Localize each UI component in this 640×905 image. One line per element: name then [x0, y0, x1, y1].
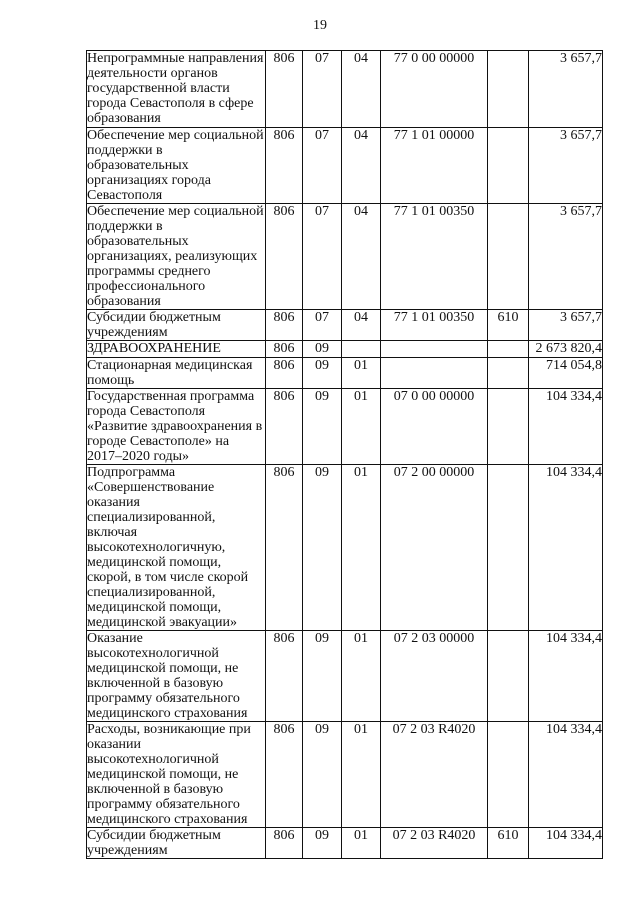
expense-name: Оказание высокотехнологичной медицинской помощи, не включенной в базовую программу обязательного медицинского страхования [87, 631, 248, 721]
table-row [87, 341, 603, 358]
page-number: 19 [313, 18, 327, 33]
table-row [87, 204, 603, 310]
budget-table-body [87, 51, 603, 859]
section-code: 09 [303, 465, 342, 631]
amount: 2 673 820,4 [529, 341, 603, 358]
expense-kind-code [488, 358, 529, 389]
budget-table [86, 50, 603, 859]
section-code: 09 [303, 722, 342, 828]
expense-name: Непрограммные направления деятельности органов государственной власти города Севастополя в сфере образования [87, 51, 264, 126]
subsection-code: 04 [342, 128, 381, 204]
table-row [87, 358, 603, 389]
article-code [381, 358, 488, 389]
section-code: 07 [303, 310, 342, 341]
dept-code: 806 [266, 51, 303, 128]
table-row [87, 631, 603, 722]
article-code: 07 2 00 00000 [381, 465, 488, 631]
subsection-code: 01 [342, 358, 381, 389]
section-code: 07 [303, 128, 342, 204]
table-row [87, 128, 603, 204]
expense-name: Расходы, возникающие при оказании высокотехнологичной медицинской помощи, не включенной в базовую программу обязательного медицинского страхования [87, 722, 251, 827]
expense-name-cell [87, 341, 266, 358]
expense-name: Субсидии бюджетным учреждениям [87, 310, 221, 340]
amount: 104 334,4 [529, 828, 603, 859]
subsection-code: 04 [342, 310, 381, 341]
section-code: 09 [303, 341, 342, 358]
article-code: 07 2 03 R4020 [381, 722, 488, 828]
amount: 104 334,4 [529, 722, 603, 828]
expense-kind-code [488, 631, 529, 722]
table-row [87, 389, 603, 465]
expense-name-cell [87, 828, 266, 859]
dept-code: 806 [266, 389, 303, 465]
expense-kind-code [488, 204, 529, 310]
expense-kind-code [488, 389, 529, 465]
section-code: 09 [303, 389, 342, 465]
subsection-code: 01 [342, 465, 381, 631]
expense-kind-code: 610 [488, 310, 529, 341]
section-code: 09 [303, 828, 342, 859]
article-code: 77 1 01 00350 [381, 204, 488, 310]
article-code: 07 2 03 R4020 [381, 828, 488, 859]
amount: 104 334,4 [529, 631, 603, 722]
expense-name-cell [87, 465, 266, 631]
expense-kind-code [488, 465, 529, 631]
table-row [87, 51, 603, 128]
expense-name-cell [87, 358, 266, 389]
expense-name-cell [87, 389, 266, 465]
expense-name-cell [87, 310, 266, 341]
subsection-code: 01 [342, 722, 381, 828]
article-code: 77 1 01 00000 [381, 128, 488, 204]
expense-name-cell [87, 204, 266, 310]
dept-code: 806 [266, 722, 303, 828]
amount: 3 657,7 [529, 51, 603, 128]
dept-code: 806 [266, 341, 303, 358]
table-row [87, 310, 603, 341]
expense-name: Обеспечение мер социальной поддержки в образовательных организациях города Севастополя [87, 128, 264, 203]
subsection-code: 01 [342, 828, 381, 859]
subsection-code [342, 341, 381, 358]
expense-name-cell [87, 722, 266, 828]
expense-name-cell [87, 128, 266, 204]
table-row [87, 828, 603, 859]
expense-kind-code [488, 51, 529, 128]
article-code: 77 1 01 00350 [381, 310, 488, 341]
article-code: 77 0 00 00000 [381, 51, 488, 128]
expense-name-cell [87, 51, 266, 128]
expense-name: Субсидии бюджетным учреждениям [87, 828, 221, 858]
amount: 104 334,4 [529, 465, 603, 631]
amount: 714 054,8 [529, 358, 603, 389]
subsection-code: 04 [342, 204, 381, 310]
article-code: 07 2 03 00000 [381, 631, 488, 722]
expense-kind-code [488, 722, 529, 828]
expense-name: Обеспечение мер социальной поддержки в образовательных организациях, реализующих программы среднего профессионального образования [87, 204, 264, 309]
expense-name: Стационарная медицинская помощь [87, 358, 253, 388]
dept-code: 806 [266, 631, 303, 722]
dept-code: 806 [266, 128, 303, 204]
expense-name: ЗДРАВООХРАНЕНИЕ [87, 341, 221, 356]
dept-code: 806 [266, 828, 303, 859]
table-row [87, 465, 603, 631]
subsection-code: 01 [342, 631, 381, 722]
section-code: 07 [303, 204, 342, 310]
section-code: 07 [303, 51, 342, 128]
amount: 3 657,7 [529, 128, 603, 204]
article-code: 07 0 00 00000 [381, 389, 488, 465]
subsection-code: 01 [342, 389, 381, 465]
table-row [87, 722, 603, 828]
amount: 3 657,7 [529, 204, 603, 310]
expense-kind-code [488, 128, 529, 204]
expense-kind-code: 610 [488, 828, 529, 859]
dept-code: 806 [266, 204, 303, 310]
dept-code: 806 [266, 310, 303, 341]
subsection-code: 04 [342, 51, 381, 128]
amount: 3 657,7 [529, 310, 603, 341]
dept-code: 806 [266, 465, 303, 631]
expense-kind-code [488, 341, 529, 358]
section-code: 09 [303, 631, 342, 722]
expense-name: Государственная программа города Севастополя «Развитие здравоохранения в городе Севастополе» на 2017–2020 годы» [87, 389, 263, 464]
amount: 104 334,4 [529, 389, 603, 465]
section-code: 09 [303, 358, 342, 389]
dept-code: 806 [266, 358, 303, 389]
expense-name-cell [87, 631, 266, 722]
expense-name: Подпрограмма «Совершенствование оказания специализированной, включая высокотехнологичную, медицинской помощи, скорой, в том числе скорой специализированной, медицинской помощи, медицинской эвакуации» [87, 465, 249, 630]
article-code [381, 341, 488, 358]
